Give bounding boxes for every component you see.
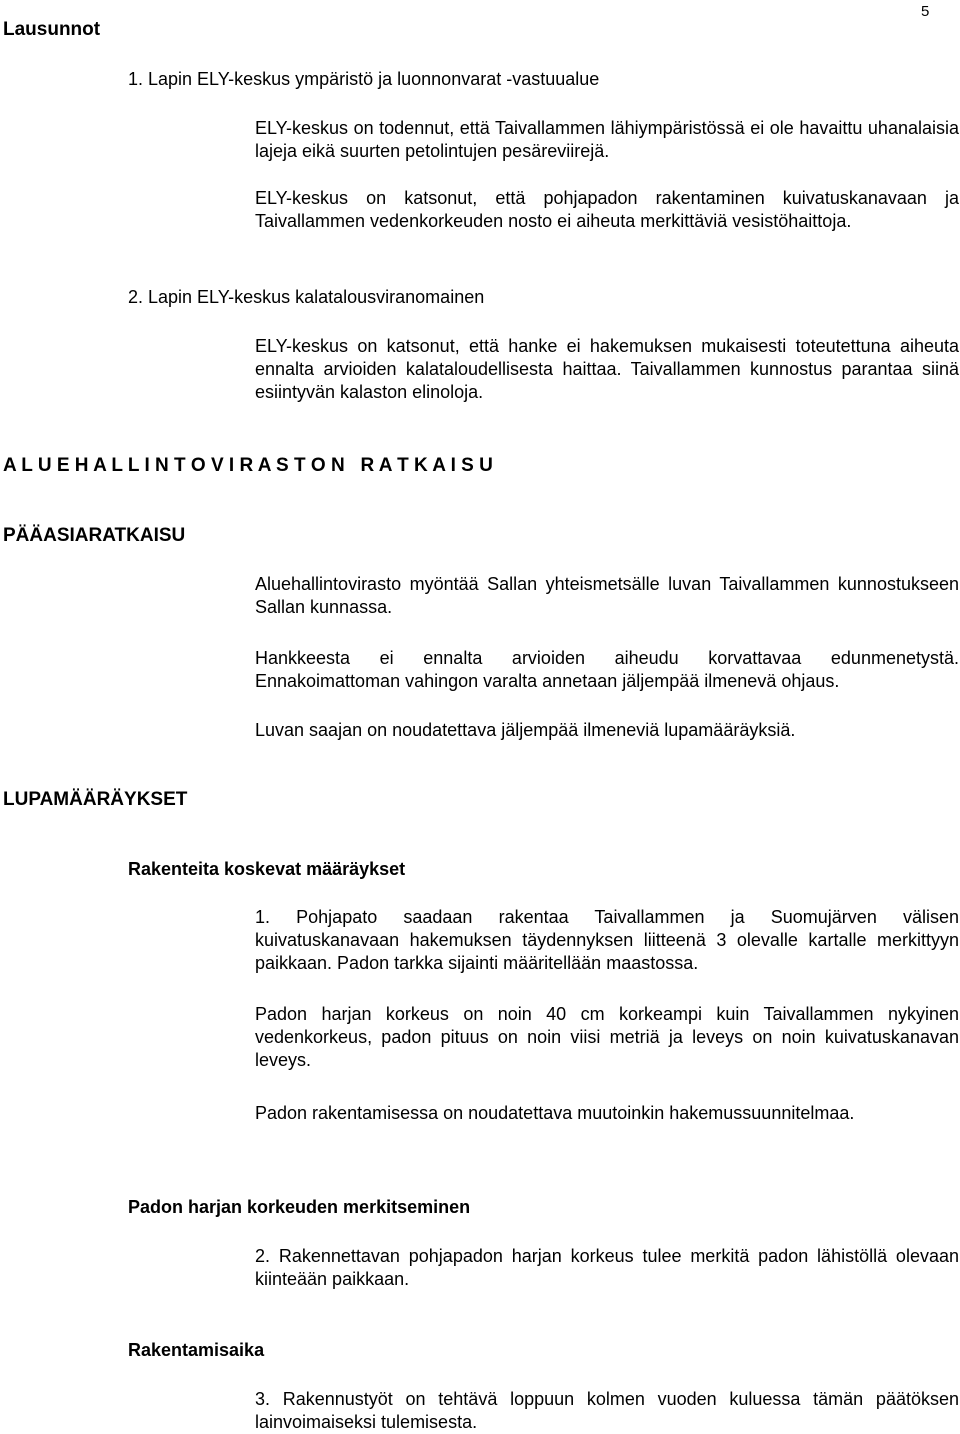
condition-paragraph: 2. Rakennettavan pohjapadon harjan korkeus tulee merkitä padon lähistöllä olevaan kiinteään paikkaan.	[255, 1246, 959, 1289]
decision-paragraph: Aluehallintovirasto myöntää Sallan yhteismetsälle luvan Taivallammen kunnostukseen Sallan kunnassa.	[255, 574, 959, 617]
condition-paragraph: Padon harjan korkeus on noin 40 cm korkeampi kuin Taivallammen nykyinen vedenkorkeus, padon pituus on noin viisi metriä ja leveys on noin kuivatuskanavan leveys.	[255, 1004, 959, 1070]
statement-2-paragraph: ELY-keskus on katsonut, että hanke ei hakemuksen mukaisesti toteutettuna aiheuta ennalta arvioiden kalataloudellisesta haittaa. Taivallammen kunnostus parantaa siinä esiintyvän kalaston elinoloja.	[255, 336, 959, 402]
page-number: 5	[921, 3, 930, 20]
crest-marking-heading: Padon harjan korkeuden merkitseminen	[128, 1197, 471, 1217]
statement-2-heading: 2. Lapin ELY-keskus kalatalousviranomainen	[128, 287, 485, 307]
decision-title: A L U E H A L L I N T O V I R A S T O N R A T K A I S U	[3, 455, 493, 476]
condition-paragraph: 3. Rakennustyöt on tehtävä loppuun kolmen vuoden kuluessa tämän päätöksen lainvoimaiseksi tulemisesta.	[255, 1389, 959, 1432]
decision-paragraph: Hankkeesta ei ennalta arvioiden aiheudu korvattavaa edunmenetystä. Ennakoimattoman vahingon varalta annetaan jäljempää ilmenevä ohjaus.	[255, 648, 959, 691]
statement-1-paragraph: ELY-keskus on todennut, että Taivallammen lähiympäristössä ei ole havaittu uhanalaisia lajeja eikä suurten petolintujen pesäreviirejä.	[255, 118, 959, 161]
condition-paragraph: 1. Pohjapato saadaan rakentaa Taivallammen ja Suomujärven välisen kuivatuskanavaan hakemuksen täydennyksen liitteenä 3 olevalle kartalle merkittyyn paikkaan. Padon tarkka sijainti määritellään maastossa.	[255, 907, 959, 973]
section-title: Lausunnot	[3, 19, 101, 40]
statement-1-paragraph: ELY-keskus on katsonut, että pohjapadon rakentaminen kuivatuskanavaan ja Taivallammen vedenkorkeuden nosto ei aiheuta merkittäviä vesistöhaittoja.	[255, 188, 959, 231]
structures-heading: Rakenteita koskevat määräykset	[128, 859, 406, 879]
condition-paragraph: Padon rakentamisessa on noudatettava muutoinkin hakemussuunnitelmaa.	[255, 1103, 855, 1123]
statement-1-heading: 1. Lapin ELY-keskus ympäristö ja luonnonvarat -vastuualue	[128, 69, 600, 89]
decision-paragraph: Luvan saajan on noudatettava jäljempää ilmeneviä lupamääräyksiä.	[255, 720, 796, 740]
main-decision-heading: PÄÄASIARATKAISU	[3, 525, 186, 546]
permit-conditions-heading: LUPAMÄÄRÄYKSET	[3, 789, 188, 810]
construction-time-heading: Rakentamisaika	[128, 1340, 265, 1360]
